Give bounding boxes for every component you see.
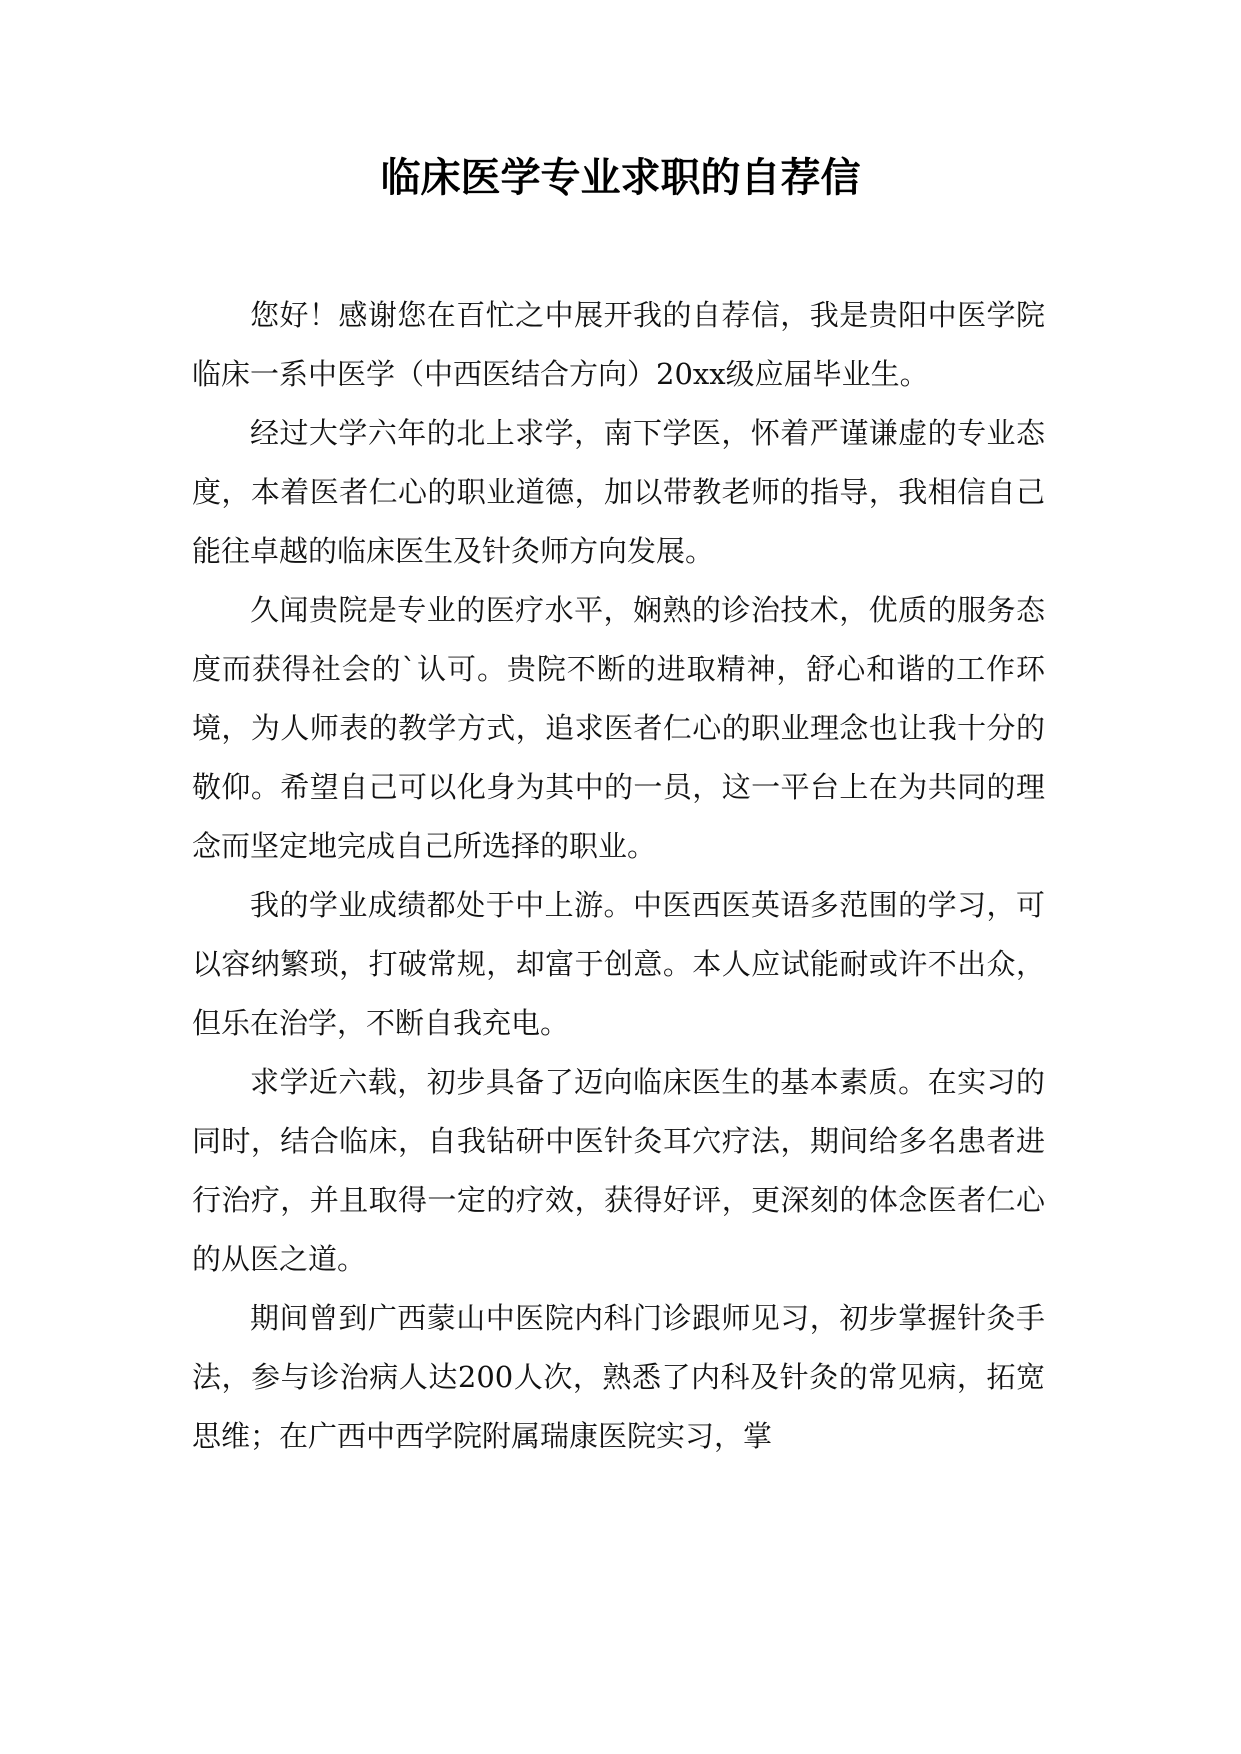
document-title: 临床医学专业求职的自荐信 (380, 155, 861, 201)
paragraph-internship: 期间曾到广西蒙山中医院内科门诊跟师见习，初步掌握针灸手法，参与诊治病人达200人次，熟悉了内科及针灸的常见病，拓宽思维；在广西中西学院附属瑞康医院实习，掌 (192, 1301, 1045, 1453)
document-body (192, 286, 1045, 1466)
paragraph-study-background: 经过大学六年的北上求学，南下学医，怀着严谨谦虚的专业态度，本着医者仁心的职业道德，加以带教老师的指导，我相信自己能往卓越的临床医生及针灸师方向发展。 (192, 416, 1045, 568)
paragraph-clinical-practice: 求学近六载，初步具备了迈向临床医生的基本素质。在实习的同时，结合临床，自我钻研中医针灸耳穴疗法，期间给多名患者进行治疗，并且取得一定的疗效，获得好评，更深刻的体念医者仁心的从医之道。 (192, 1065, 1045, 1276)
paragraph-academic-performance: 我的学业成绩都处于中上游。中医西医英语多范围的学习，可以容纳繁琐，打破常规，却富于创意。本人应试能耐或许不出众，但乐在治学，不断自我充电。 (192, 888, 1045, 1040)
paragraph-greeting: 您好！感谢您在百忙之中展开我的自荐信，我是贵阳中医学院临床一系中医学（中西医结合方向）20xx级应届毕业生。 (192, 298, 1045, 391)
paragraph-hospital-admiration: 久闻贵院是专业的医疗水平，娴熟的诊治技术，优质的服务态度而获得社会的`认可。贵院不断的进取精神，舒心和谐的工作环境，为人师表的教学方式，追求医者仁心的职业理念也让我十分的敬仰。希望自己可以化身为其中的一员，这一平台上在为共同的理念而坚定地完成自己所选择的职业。 (192, 593, 1045, 863)
